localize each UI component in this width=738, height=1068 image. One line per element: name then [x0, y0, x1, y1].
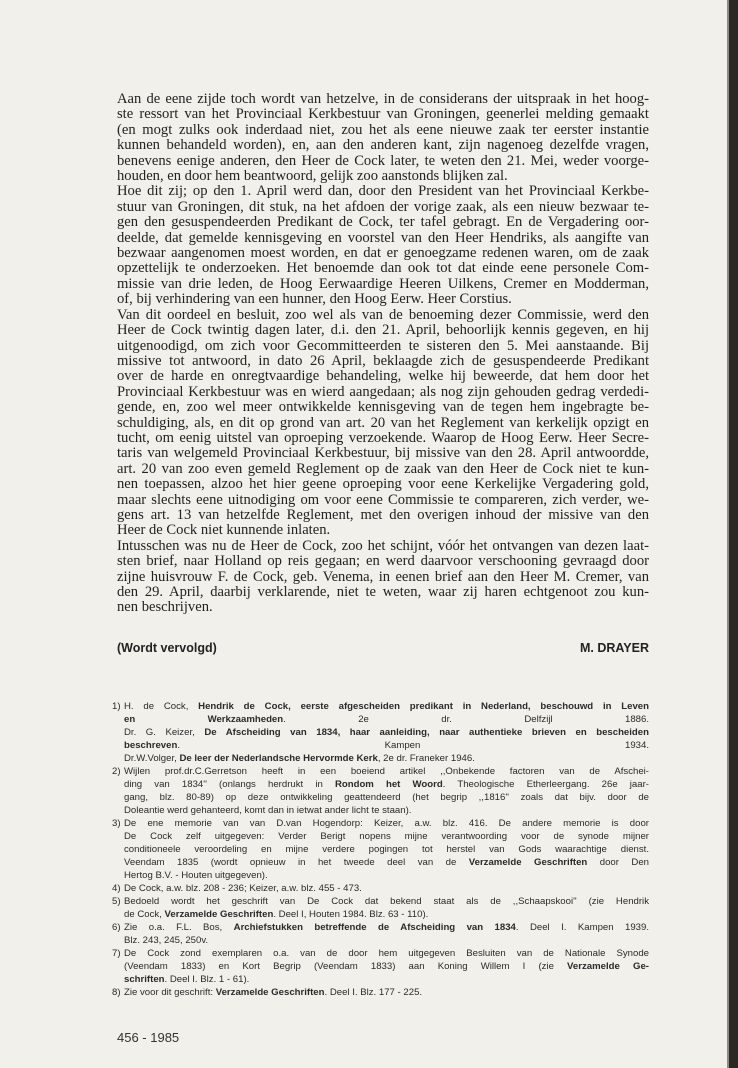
- text-line: deelde, dat gemelde kennisgeving en voorstel van den Heer Hendriks, als aangifte van: [117, 229, 649, 246]
- footnote-number: 4): [112, 883, 121, 894]
- text-line: nen toepassen, alzoo het hier geene oproeping voor eene Kerkelijke Vergadering gold,: [117, 476, 649, 493]
- text-line: den 29. April, daarbij verklarende, niet te weten, waar zij haren echtgenoot zou kun-: [117, 584, 649, 600]
- footnote: [112, 921, 649, 947]
- paragraph: [117, 92, 649, 184]
- footnote-text: Dr.W.Volger,: [124, 753, 180, 764]
- text-line: gende, en, zoo wel meer ontwikkelde kennisgeving van de tegen hem ingebragte be-: [117, 399, 649, 416]
- footnote-title: en Werkzaamheden: [124, 714, 284, 725]
- footnote-number: 5): [112, 896, 121, 907]
- page-number: 456 - 1985: [117, 1030, 180, 1045]
- footnote: [112, 700, 649, 765]
- footnote: [112, 882, 649, 895]
- text-line: schuldiging, als, en dit op grond van art. 20 van het Reglement van kerkelijk opzigt en: [117, 414, 649, 431]
- footnote-text: (Veendam 1833) en Kort Begrip (Veendam 1833) aan Koning Willem I (zie: [124, 961, 568, 972]
- footnote-text: door Den: [587, 857, 649, 868]
- footnote-text: gang, blz. 80-89) op deze ontwikkeling geattendeerd (het begrip ,,1816'' zoals dat bijv. door de: [124, 792, 649, 803]
- footnote-text: Veendam 1835 (wordt opnieuw in het tweede deel van de: [124, 857, 469, 868]
- footnote-line: [124, 973, 649, 986]
- footnote-text: Doleantie werd gehanteerd, komt dan in ietwat ander licht te staan).: [124, 805, 412, 816]
- footnote-text: . Deel I, Houten 1984. Blz. 63 - 110).: [273, 909, 429, 920]
- footnote-text: . 2e dr. Delfzijl 1886.: [283, 714, 649, 725]
- footnote-line: [124, 908, 649, 921]
- footnote-text: De Cock, a.w. blz. 208 - 236; Keizer, a.w. blz. 455 - 473.: [124, 883, 362, 894]
- continuation-note: (Wordt vervolgd): [117, 641, 217, 655]
- footnote-text: conditioneele veroordeling en mijne verdere pogingen tot herstel van Gods waarachtige dienst.: [124, 844, 649, 855]
- footnote-line: [124, 752, 649, 765]
- page-edge: [729, 0, 738, 1068]
- text-line: stuur van Groningen, dit stuk, na het afdoen der vorige zaak, als een nieuw bezwaar te-: [117, 198, 649, 215]
- paragraph: [117, 308, 649, 539]
- text-line: Hoe dit zij; op den 1. April werd dan, door den President van het Provinciaal Kerkbe-: [117, 183, 649, 200]
- footnote-line: [124, 726, 649, 739]
- footnote-text: , 2e dr. Franeker 1946.: [377, 753, 475, 764]
- text-line: opzettelijk te onderzoeken. Het benoemde dan ook tot dat einde eene personele Com-: [117, 260, 649, 277]
- footnote-text: Hertog B.V. - Houten uitgegeven).: [124, 870, 268, 881]
- footnote-line: [124, 791, 649, 804]
- footnote-text: Dr. G. Keizer,: [124, 727, 205, 738]
- text-line: (en mogt zulks ook inderdaad niet, zou het als eene nieuwe zaak ter eerster instantie: [117, 121, 649, 138]
- footnote-number: 2): [112, 766, 121, 777]
- author-name: M. DRAYER: [580, 641, 649, 655]
- footnote-text: . Deel I. Kampen 1939.: [515, 922, 649, 933]
- footnote-line: [124, 843, 649, 856]
- footnote-text: H. de Cock,: [124, 701, 199, 712]
- footnote-line: [124, 830, 649, 843]
- footnote-line: [124, 739, 649, 752]
- footnote-line: [124, 856, 649, 869]
- footnote-line: [124, 804, 649, 817]
- footnote-line: [124, 869, 649, 882]
- footnote-line: [124, 765, 649, 778]
- text-line: houden, en door hem beantwoord, gelijk zoo aanstonds blijken zal.: [117, 168, 508, 185]
- footnote-number: 6): [112, 922, 121, 933]
- text-line: uitgenoodigd, om zich voor Gecommitteerden te sisteren den 5. Mei aanstaande. Bij: [117, 337, 649, 354]
- text-line: gens art. 13 van hetzelfde Reglement, met den overigen inhoud der missive van den: [117, 506, 649, 523]
- signature-line: [117, 640, 649, 656]
- text-line: Intusschen was nu de Heer de Cock, zoo het schijnt, vóór het ontvangen van dezen laat-: [117, 537, 649, 554]
- footnote-line: [124, 960, 649, 973]
- text-line: benevens eenige anderen, den Heer de Cock later, te weten den 21. Mei, weder voorge-: [117, 152, 649, 169]
- footnote-text: Zie voor dit geschrift:: [124, 987, 216, 998]
- footnote-line: [124, 700, 649, 713]
- text-line: maar slechts eene uitnodiging om voor eene Commissie te compareren, zich verder, we-: [117, 491, 649, 508]
- footnote-title: schriften: [124, 974, 165, 985]
- footnote-line: [124, 817, 649, 830]
- text-line: Heer de Cock twintig dagen later, d.i. den 21. April, behoorlijk kennis gegeven, en hij: [117, 322, 649, 339]
- footnote-line: [124, 895, 649, 908]
- footnote-line: [124, 934, 649, 947]
- text-line: Heer de Cock niet kunnende inlaten.: [117, 522, 331, 539]
- footnotes: [112, 700, 649, 999]
- footnote: [112, 986, 649, 999]
- paragraph: [117, 539, 649, 616]
- text-line: over de harde en onregtvaardige behandeling, welke hij beweerde, dat hem door het: [117, 368, 649, 385]
- text-line: nen beschrijven.: [117, 599, 213, 616]
- footnote-line: [124, 986, 649, 999]
- text-line: zijne huisvrouw F. de Cock, geb. Venema, in eenen brief aan den Heer M. Cremer, van: [117, 568, 649, 585]
- text-line: gen den gesuspendeerden Predikant de Cock, ter tafel gebragt. En de Vergadering oor-: [117, 214, 649, 231]
- footnote-number: 1): [112, 701, 121, 712]
- footnote-line: [124, 921, 649, 934]
- paragraph: [117, 184, 649, 307]
- text-line: missive tot antwoord, in dato 26 April, beklaagde zich de gesuspendeerde Predikant: [117, 352, 649, 369]
- text-line: Provinciaal Kerkbestuur was en wierd aangedaan; als nog zijn gehouden gedrag verdedi-: [117, 383, 649, 400]
- text-line: sten brief, naar Holland op reis gegaan; en werd daarvoor verschooning gevraagd door: [117, 553, 649, 570]
- text-line: ste ressort van het Provinciaal Kerkbestuur van Groningen, geenerlei melding gemaakt: [117, 106, 649, 123]
- main-text: [117, 92, 649, 616]
- footnote: [112, 765, 649, 817]
- footnote-line: [124, 713, 649, 726]
- footnote-title: Verzamelde Geschriften: [164, 909, 274, 920]
- footnote-title: Hendrik de Cock, eerste afgescheiden predikant in Nederland, beschouwd in Leven: [198, 701, 649, 712]
- text-line: missie van drie leden, de Hoog Eerwaardige Heeren Uilkens, Cremer en Modderman,: [117, 275, 649, 292]
- text-line: of, bij verhindering van een hunner, den Hoog Eerw. Heer Corstius.: [117, 291, 512, 308]
- footnote-title: Archiefstukken betreffende de Afscheiding van 1834: [233, 922, 516, 933]
- footnote-number: 3): [112, 818, 121, 829]
- footnote-text: Wijlen prof.dr.C.Gerretson heeft in een boeiend artikel ,,Onbekende factoren van de Afschei-: [124, 766, 649, 777]
- text-line: Van dit oordeel en besluit, zoo wel als van de benoeming dezer Commissie, werd den: [117, 306, 649, 323]
- footnote-title: De Afscheiding van 1834, haar aanleiding, naar authentieke brieven en bescheiden: [204, 727, 649, 738]
- footnote-title: Verzamelde Ge-: [567, 961, 649, 972]
- footnote: [112, 817, 649, 882]
- footnote-title: Verzamelde Geschriften: [468, 857, 588, 868]
- footnote-text: De Cock zond exemplaren o.a. van de door hem uitgegeven Besluiten van de Nationale Synode: [124, 948, 649, 959]
- text-line: tucht, om eenig uitstel van oproeping verzoekende. Waarop de Hoog Eerw. Heer Secre-: [117, 429, 649, 446]
- footnote: [112, 895, 649, 921]
- footnote-title: De leer der Nederlandsche Hervormde Kerk: [179, 753, 378, 764]
- footnote-text: Bedoeld wordt het geschrift van De Cock dat bekend staat als de ,,Schaapskooi'' (zie Hendrik: [124, 896, 649, 907]
- footnote-text: De Cock zelf uitgegeven: Verder Berigt nopens mijne verantwoording voor de synode mijner: [124, 831, 649, 842]
- footnote-line: [124, 778, 649, 791]
- footnote-title: Rondom het Woord: [334, 779, 443, 790]
- text-line: Aan de eene zijde toch wordt van hetzelve, in de considerans der uitspraak in het hoog-: [117, 91, 649, 107]
- footnote-title: Verzamelde Geschriften: [215, 987, 325, 998]
- footnote-text: ding van 1834'' (onlangs herdrukt in: [124, 779, 335, 790]
- footnote-text: . Deel I. Blz. 1 - 61).: [164, 974, 250, 985]
- footnote-number: 8): [112, 987, 121, 998]
- text-line: art. 20 van zoo even gemeld Reglement op de zaak van den Heer de Cock niet te kun-: [117, 460, 649, 477]
- footnote-text: . Kampen 1934.: [177, 740, 649, 751]
- footnote-line: [124, 882, 649, 895]
- footnote-text: . Deel I. Blz. 177 - 225.: [324, 987, 423, 998]
- footnote-text: Blz. 243, 245, 250v.: [124, 935, 209, 946]
- footnote: [112, 947, 649, 986]
- footnote-line: [124, 947, 649, 960]
- footnote-text: de Cock,: [124, 909, 165, 920]
- footnote-text: De ene memorie van van D.van Hogendorp: Keizer, a.w. blz. 416. De andere memorie is door: [124, 818, 649, 829]
- text-line: bezwaar aangenomen moest worden, en dat er genoegzame redenen waren, om de zaak: [117, 245, 649, 262]
- footnote-number: 7): [112, 948, 121, 959]
- footnote-title: beschreven: [124, 740, 178, 751]
- text-line: kunnen behandeld worden), en, aan den anderen kant, zijn nagenoeg dezelfde vragen,: [117, 137, 649, 154]
- footnote-text: . Theologische Etherleergang. 26e jaar-: [442, 779, 649, 790]
- footnote-text: Zie o.a. F.L. Bos,: [124, 922, 234, 933]
- text-line: taris van welgemeld Provinciaal Kerkbestuur, bij missive van den 28. April antwoordde,: [117, 445, 649, 462]
